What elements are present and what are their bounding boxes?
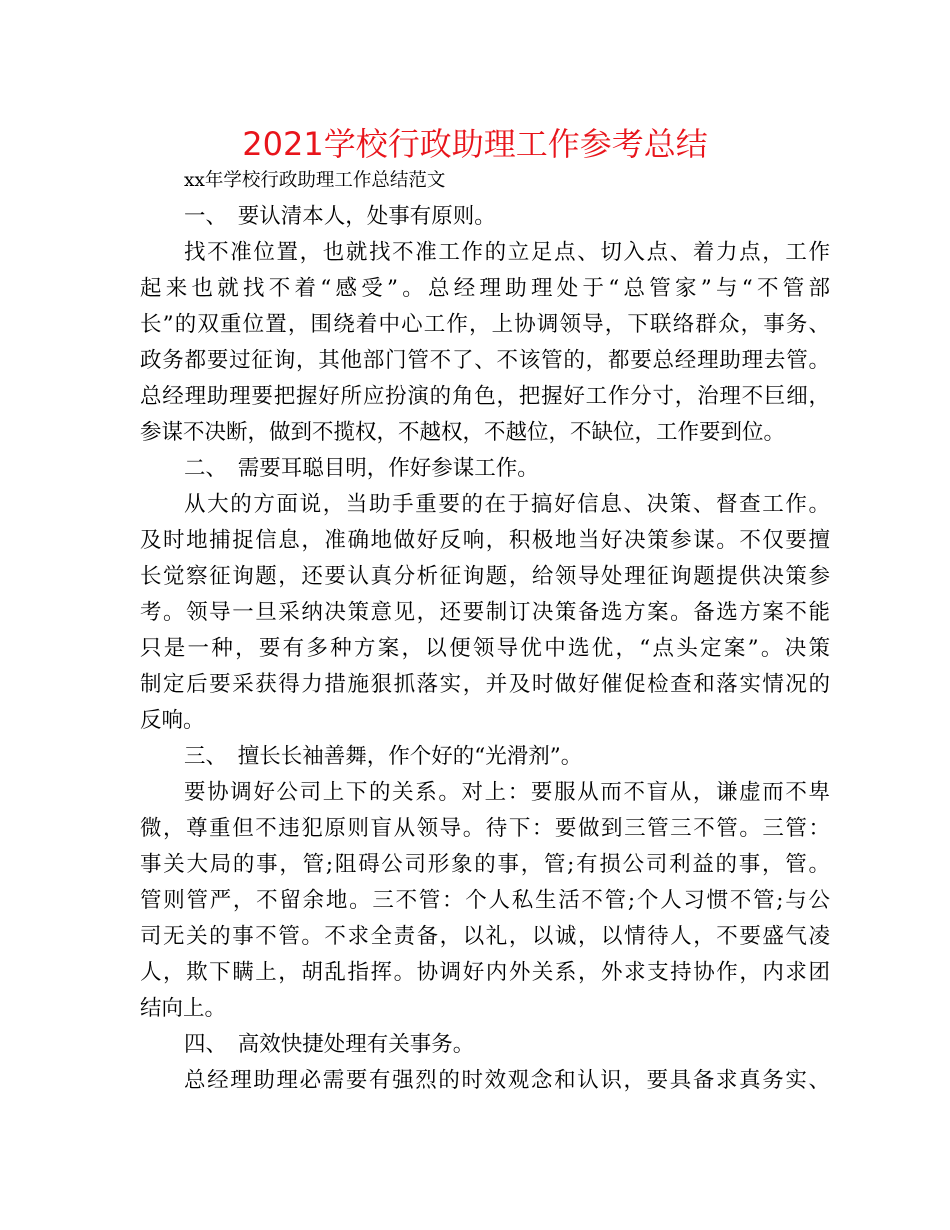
body-line: 长”的双重位置，围绕着中心工作，上协调领导，下联络群众，事务、 [140,312,830,337]
body-line: 从大的方面说，当助手重要的在于搞好信息、决策、督查工作。 [184,492,830,517]
body-line: 三、 擅长长袖善舞，作个好的“光滑剂”。 [184,744,583,769]
body-line: 总经理助理要把握好所应扮演的角色，把握好工作分寸，治理不巨细， [140,384,830,409]
body-line: 考。领导一旦采纳决策意见，还要制订决策备选方案。备选方案不能 [140,600,830,625]
body-line: 找不准位置，也就找不准工作的立足点、切入点、着力点，工作 [184,240,830,265]
body-line: 结向上。 [140,996,227,1021]
body-line: 及时地捕捉信息，准确地做好反响，积极地当好决策参谋。不仅要擅 [140,528,830,553]
body-line: 二、 需要耳聪目明，作好参谋工作。 [184,456,539,481]
body-line: 事关大局的事，管;阻碍公司形象的事，管;有损公司利益的事，管。 [140,852,830,877]
body-line: 管则管严，不留余地。三不管：个人私生活不管;个人习惯不管;与公 [140,888,830,913]
body-line: 反响。 [140,708,205,733]
body-line: 要协调好公司上下的关系。对上：要服从而不盲从，谦虚而不卑 [184,780,830,805]
body-line: 总经理助理必需要有强烈的时效观念和认识，要具备求真务实、 [184,1068,830,1093]
body-line: 一、 要认清本人，处事有原则。 [184,204,496,229]
body-line: 人，欺下瞒上，胡乱指挥。协调好内外关系，外求支持协作，内求团 [140,960,830,985]
body-line: 长觉察征询题，还要认真分析征询题，给领导处理征询题提供决策参 [140,564,830,589]
document-body [140,163,830,1099]
body-line: 参谋不决断，做到不揽权，不越权，不越位，不缺位，工作要到位。 [140,420,786,445]
body-line: 制定后要采获得力措施狠抓落实，并及时做好催促检查和落实情况的 [140,672,830,697]
body-line: xx年学校行政助理工作总结范文 [184,170,446,191]
document-title: 2021学校行政助理工作参考总结 [242,125,708,163]
body-line: 微，尊重但不违犯原则盲从领导。待下：要做到三管三不管。三管： [140,816,830,841]
body-line: 政务都要过征询，其他部门管不了、不该管的，都要总经理助理去管。 [140,348,830,373]
body-line: 只是一种，要有多种方案，以便领导优中选优，“点头定案”。决策 [140,636,830,661]
body-line: 司无关的事不管。不求全责备，以礼，以诚，以情待人，不要盛气凌 [140,924,830,949]
body-line: 起来也就找不着“感受”。总经理助理处于“总管家”与“不管部 [140,276,830,301]
body-line: 四、 高效快捷处理有关事务。 [184,1032,475,1057]
